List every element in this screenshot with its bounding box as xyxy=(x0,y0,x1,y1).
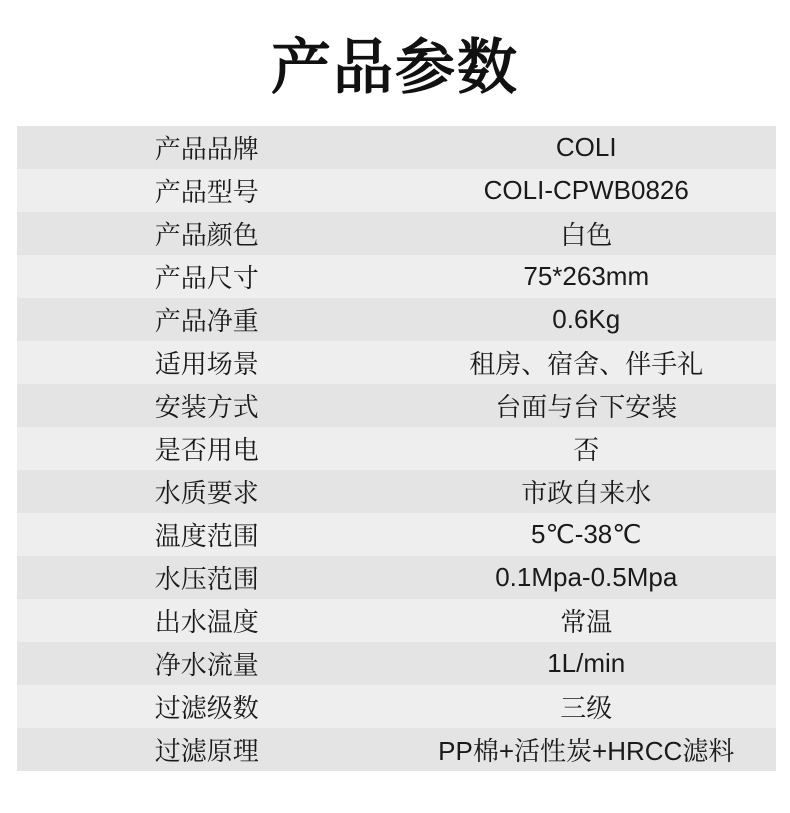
spec-label: 水压范围 xyxy=(154,564,259,594)
spec-value: 常温 xyxy=(560,607,613,637)
spec-label: 过滤级数 xyxy=(154,693,259,723)
table-row xyxy=(17,212,776,255)
table-row xyxy=(17,255,776,298)
spec-value: 租房、宿舍、伴手礼 xyxy=(469,349,704,379)
spec-value: 三级 xyxy=(560,693,613,723)
spec-value: 台面与台下安装 xyxy=(495,392,678,422)
spec-value: 0.6Kg xyxy=(552,304,621,334)
table-row xyxy=(17,556,776,599)
spec-label: 产品品牌 xyxy=(154,134,259,164)
table-row xyxy=(17,427,776,470)
spec-value: COLI-CPWB0826 xyxy=(483,175,689,205)
spec-label: 产品净重 xyxy=(154,306,259,336)
spec-label: 产品颜色 xyxy=(154,220,259,250)
table-row xyxy=(17,341,776,384)
table-row xyxy=(17,513,776,556)
spec-value: 否 xyxy=(573,435,600,465)
table-row xyxy=(17,728,776,771)
spec-label: 净水流量 xyxy=(154,650,259,680)
table-row xyxy=(17,298,776,341)
spec-table xyxy=(17,126,776,771)
spec-label: 适用场景 xyxy=(154,349,259,379)
spec-value: 市政自来水 xyxy=(521,478,652,508)
spec-value: 5℃-38℃ xyxy=(531,519,642,549)
spec-label: 安装方式 xyxy=(154,392,259,422)
table-row xyxy=(17,169,776,212)
spec-label: 过滤原理 xyxy=(154,736,259,766)
spec-label: 产品型号 xyxy=(154,177,259,207)
spec-value: 白色 xyxy=(560,220,613,250)
table-row xyxy=(17,642,776,685)
table-row xyxy=(17,126,776,169)
spec-label: 产品尺寸 xyxy=(154,263,259,293)
table-row xyxy=(17,470,776,513)
table-row xyxy=(17,685,776,728)
spec-value: 1L/min xyxy=(547,648,626,678)
page-title: 产品参数 xyxy=(271,34,519,101)
spec-value: 0.1Mpa-0.5Mpa xyxy=(495,562,678,592)
spec-value: COLI xyxy=(555,132,617,162)
table-row xyxy=(17,599,776,642)
spec-label: 出水温度 xyxy=(154,607,259,637)
spec-label: 水质要求 xyxy=(154,478,259,508)
spec-value: PP棉+活性炭+HRCC滤料 xyxy=(438,736,735,766)
header xyxy=(0,0,790,126)
spec-label: 温度范围 xyxy=(154,521,259,551)
spec-value: 75*263mm xyxy=(523,261,650,291)
spec-label: 是否用电 xyxy=(154,435,259,465)
table-row xyxy=(17,384,776,427)
